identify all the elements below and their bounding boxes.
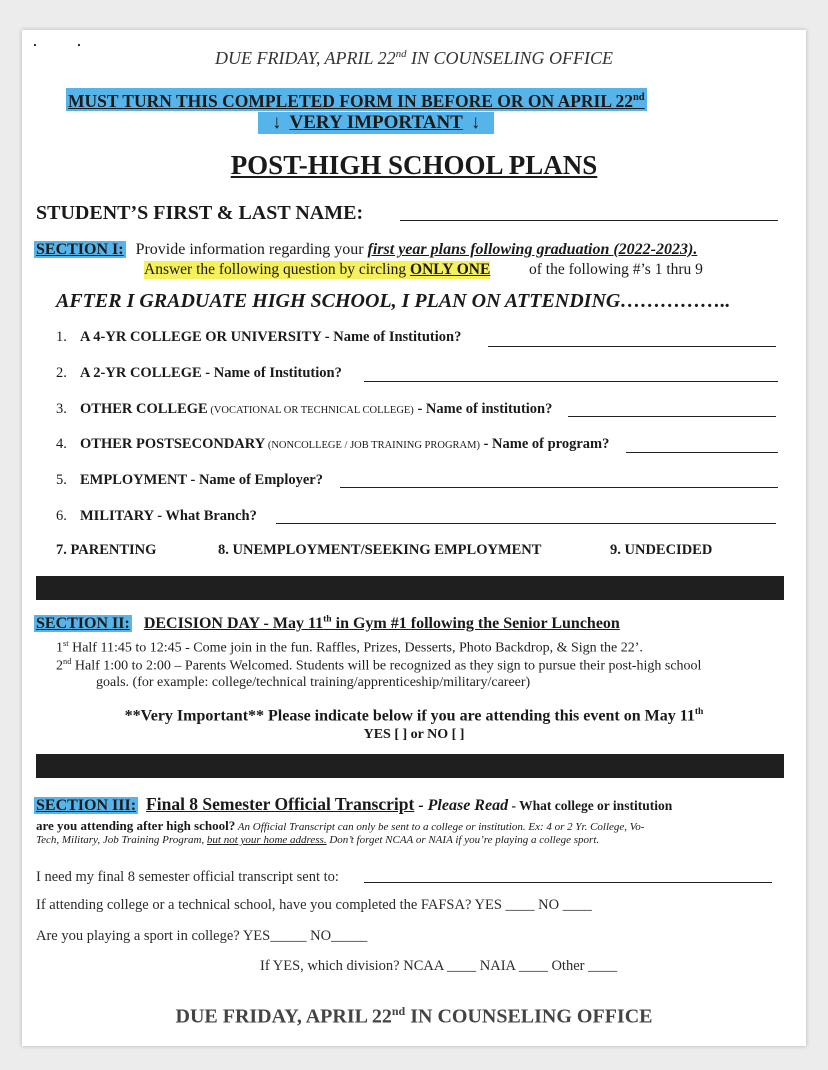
branch-field[interactable] xyxy=(276,523,776,524)
transcript-destination-label: I need my final 8 semester official transcript sent to: xyxy=(36,869,339,885)
option-military[interactable]: 6. MILITARY - What Branch? xyxy=(56,508,257,524)
student-name-field[interactable] xyxy=(400,220,778,221)
form-page xyxy=(22,30,806,1046)
section-3-heading: SECTION III: Final 8 Semester Official Transcript - Please Read - What college or institution xyxy=(36,794,673,814)
student-name-label: STUDENT’S FIRST & LAST NAME: xyxy=(36,202,364,224)
program-field[interactable] xyxy=(626,452,778,453)
first-half-schedule: 1st Half 11:45 to 12:45 - Come join in the fun. Raffles, Prizes, Desserts, Photo Backdrop, & Sign the 22’. xyxy=(56,639,643,656)
fafsa-question[interactable]: If attending college or a technical school, have you completed the FAFSA? YES ____ NO ____ xyxy=(36,897,592,913)
due-date-footer: DUE FRIDAY, APRIL 22nd IN COUNSELING OFFICE xyxy=(175,1004,653,1028)
plan-question: AFTER I GRADUATE HIGH SCHOOL, I PLAN ON ATTENDING…………….. xyxy=(56,290,731,312)
option-other-postsecondary[interactable]: 4. OTHER POSTSECONDARY (NONCOLLEGE / JOB TRAINING PROGRAM) - Name of program? xyxy=(56,436,610,452)
option-2yr-college[interactable]: 2. A 2-YR COLLEGE - Name of Institution? xyxy=(56,365,342,381)
second-half-schedule-cont: goals. (for example: college/technical training/apprenticeship/military/career) xyxy=(96,675,531,690)
institution-field-3[interactable] xyxy=(568,416,776,417)
down-arrow-icon: ↓ xyxy=(470,112,481,133)
institution-field-2[interactable] xyxy=(364,381,778,382)
section-1-intro: SECTION I: Provide information regarding your first year plans following graduation (2022-2023). xyxy=(36,241,698,258)
option-other-college[interactable]: 3. OTHER COLLEGE (VOCATIONAL OR TECHNICAL COLLEGE) - Name of institution? xyxy=(56,401,553,417)
very-important-banner: ↓ VERY IMPORTANT ↓ xyxy=(258,112,494,134)
scan-speck xyxy=(78,44,80,46)
down-arrow-icon: ↓ xyxy=(272,112,282,133)
scan-speck xyxy=(34,44,36,46)
option-unemployment[interactable]: 8. UNEMPLOYMENT/SEEKING EMPLOYMENT xyxy=(218,542,542,558)
sport-question[interactable]: Are you playing a sport in college? YES_____ NO_____ xyxy=(36,928,368,944)
section-3-question: are you attending after high school? An Official Transcript can only be sent to a college or institution. Ex: 4 or 2 Yr. College, Vo- xyxy=(36,818,645,833)
option-parenting[interactable]: 7. PARENTING xyxy=(56,542,157,558)
employer-field[interactable] xyxy=(340,487,778,488)
section-1-instruction: Answer the following question by circling ONLY ONE xyxy=(144,261,491,278)
section-3-note: Tech, Military, Job Training Program, but not your home address. Don’t forget NCAA or NAIA if you’re playing a college sport. xyxy=(36,834,600,846)
transcript-destination-field[interactable] xyxy=(364,882,772,883)
institution-field-1[interactable] xyxy=(488,346,776,347)
option-4yr-college[interactable]: 1. A 4-YR COLLEGE OR UNIVERSITY - Name of Institution? xyxy=(56,329,462,345)
section-divider xyxy=(36,754,784,778)
must-turn-in-banner: MUST TURN THIS COMPLETED FORM IN BEFORE OR ON APRIL 22nd xyxy=(66,88,647,111)
section-2-heading: SECTION II: DECISION DAY - May 11th in Gym #1 following the Senior Luncheon xyxy=(36,614,620,633)
page-title: POST-HIGH SCHOOL PLANS xyxy=(230,150,598,180)
due-date-header: DUE FRIDAY, APRIL 22nd IN COUNSELING OFFICE xyxy=(215,48,613,68)
section-1-instruction-rest: of the following #’s 1 thru 9 xyxy=(529,261,703,278)
second-half-schedule: 2nd Half 1:00 to 2:00 – Parents Welcomed. Students will be recognized as they sign to pursue their post-high school xyxy=(56,657,702,674)
option-undecided[interactable]: 9. UNDECIDED xyxy=(610,542,713,558)
option-employment[interactable]: 5. EMPLOYMENT - Name of Employer? xyxy=(56,472,323,488)
section-divider xyxy=(36,576,784,600)
division-question[interactable]: If YES, which division? NCAA ____ NAIA ____ Other ____ xyxy=(260,958,618,974)
attendance-yes-no[interactable]: YES [ ] or NO [ ] xyxy=(363,727,465,742)
attendance-question: **Very Important** Please indicate below if you are attending this event on May 11th xyxy=(124,706,704,725)
